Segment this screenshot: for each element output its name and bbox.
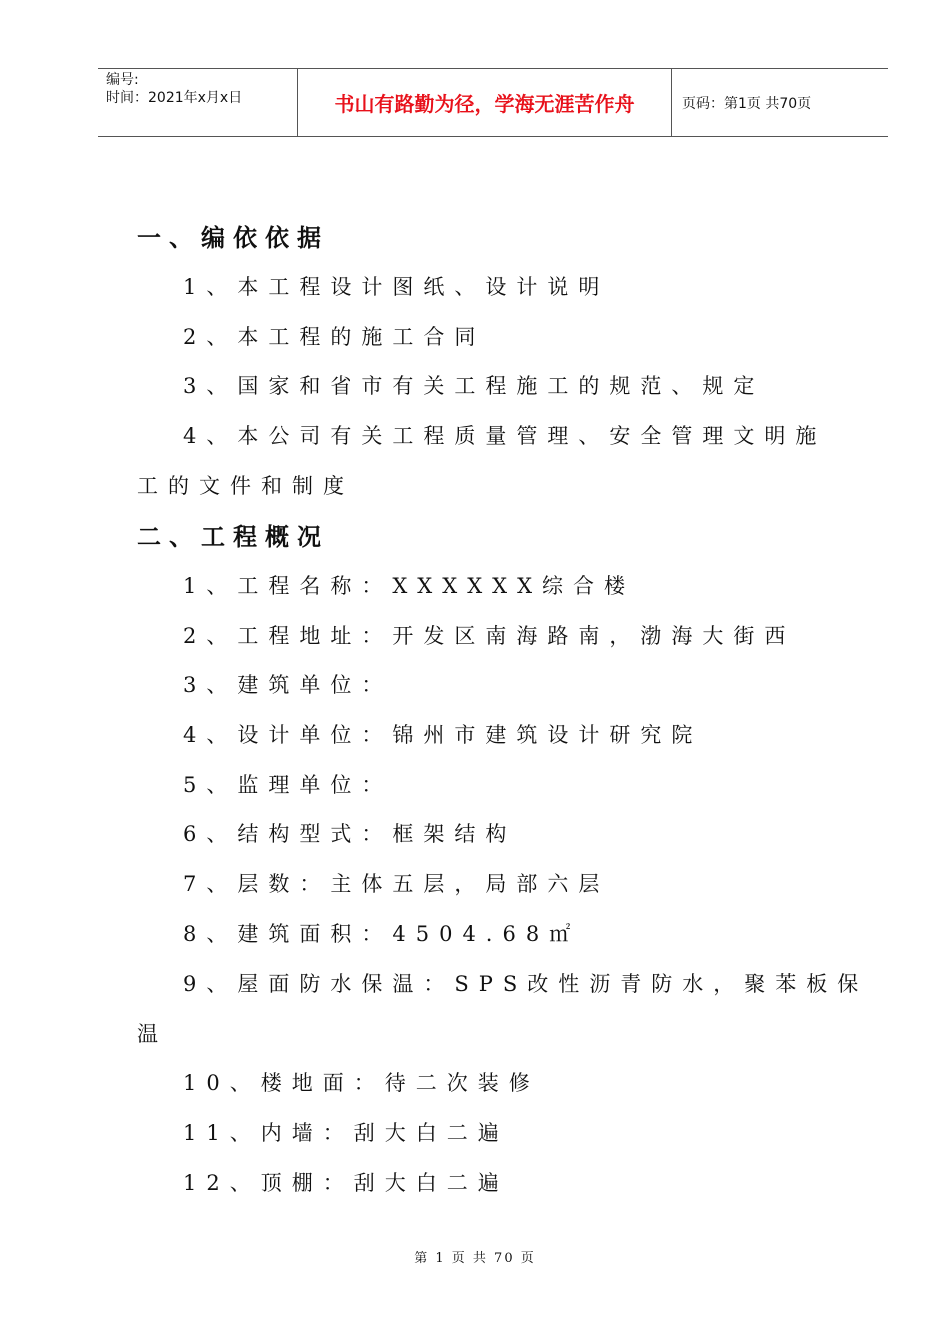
basis-item-1: 1、本工程设计图纸、设计说明: [183, 275, 610, 299]
overview-item-1: 1、工程名称：XXXXXX综合楼: [183, 574, 636, 598]
overview-item-10: 10、楼地面：待二次装修: [183, 1071, 540, 1095]
section-heading-basis: 一、编依依据: [137, 224, 329, 252]
overview-item-2: 2、工程地址：开发区南海路南，渤海大街西: [183, 624, 796, 648]
page-footer: 第 1 页 共 70 页: [414, 1251, 536, 1266]
overview-item-12: 12、顶棚：刮大白二遍: [183, 1171, 509, 1195]
overview-item-11: 11、内墙：刮大白二遍: [183, 1121, 509, 1145]
section-heading-overview: 二、工程概况: [137, 523, 329, 551]
overview-item-6: 6、结构型式：框架结构: [183, 822, 517, 846]
basis-item-4-continued: 工的文件和制度: [137, 474, 354, 498]
basis-item-2: 2、本工程的施工合同: [183, 325, 486, 349]
header-motto: 书山有路勤为径，学海无涯苦作舟: [298, 69, 672, 136]
header-page-info: 页码：第1页 共70页: [682, 96, 812, 112]
header-meta-cell: [98, 69, 298, 136]
overview-item-4: 4、设计单位：锦州市建筑设计研究院: [183, 723, 703, 747]
overview-item-9-continued: 温: [137, 1022, 168, 1046]
time-label: 时间：2021年x月x日: [106, 90, 243, 106]
overview-item-7: 7、层数：主体五层，局部六层: [183, 872, 610, 896]
overview-item-9: 9、屋面防水保温：SPS改性沥青防水，聚苯板保: [183, 972, 869, 996]
basis-item-4: 4、本公司有关工程质量管理、安全管理文明施: [183, 424, 827, 448]
basis-item-3: 3、国家和省市有关工程施工的规范、规定: [183, 374, 765, 398]
overview-item-8: 8、建筑面积：4504.68㎡: [183, 922, 581, 946]
serial-label: 编号:: [106, 72, 139, 88]
overview-item-3: 3、建筑单位：: [183, 673, 393, 697]
page-header: [98, 68, 888, 137]
overview-item-5: 5、监理单位：: [183, 773, 393, 797]
